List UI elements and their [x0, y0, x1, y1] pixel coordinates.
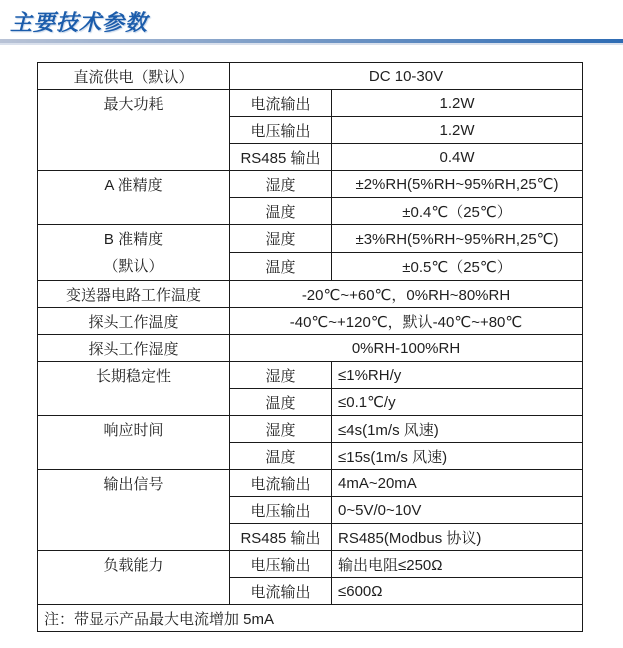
spec-label-cell: 探头工作温度 — [38, 308, 230, 335]
note-cell: 注：带显示产品最大电流增加 5mA — [38, 605, 583, 632]
spec-value-cell: ±0.4℃（25℃） — [332, 198, 583, 225]
spec-row — [38, 171, 583, 198]
spec-param-cell: 温度 — [230, 198, 332, 225]
spec-value-cell: ≤15s(1m/s 风速) — [332, 443, 583, 470]
spec-value-cell: ≤0.1℃/y — [332, 389, 583, 416]
spec-value-cell: 1.2W — [332, 90, 583, 117]
spec-param-cell: 电流输出 — [230, 90, 332, 117]
spec-row — [38, 362, 583, 389]
spec-param-cell: 温度 — [230, 443, 332, 470]
header-divider-underline — [0, 43, 623, 45]
spec-row — [38, 281, 583, 308]
spec-value-cell: ±2%RH(5%RH~95%RH,25℃) — [332, 171, 583, 198]
spec-param-cell: 温度 — [230, 389, 332, 416]
spec-label-line: B 准精度 — [103, 231, 164, 248]
spec-param-cell: 电压输出 — [230, 117, 332, 144]
spec-value-cell: ±3%RH(5%RH~95%RH,25℃) — [332, 225, 583, 253]
spec-value-cell: ≤1%RH/y — [332, 362, 583, 389]
spec-label-cell — [38, 225, 230, 281]
spec-label-cell: 长期稳定性 — [38, 362, 230, 416]
spec-value-cell: 0~5V/0~10V — [332, 497, 583, 524]
spec-label-cell: 变送器电路工作温度 — [38, 281, 230, 308]
spec-row — [38, 63, 583, 90]
spec-value-cell: ≤600Ω — [332, 578, 583, 605]
spec-param-cell: 湿度 — [230, 362, 332, 389]
spec-row — [38, 551, 583, 578]
spec-table — [37, 62, 583, 632]
spec-value-cell: -40℃~+120℃，默认-40℃~+80℃ — [230, 308, 583, 335]
spec-value-cell: DC 10-30V — [230, 63, 583, 90]
spec-value-cell: 1.2W — [332, 117, 583, 144]
spec-value-cell: 0%RH-100%RH — [230, 335, 583, 362]
spec-value-cell: 输出电阻≤250Ω — [332, 551, 583, 578]
spec-param-cell: 电流输出 — [230, 578, 332, 605]
page-title: 主要技术参数 — [10, 10, 149, 35]
spec-label-cell: 探头工作湿度 — [38, 335, 230, 362]
spec-label-cell: 最大功耗 — [38, 90, 230, 171]
spec-param-cell: 电压输出 — [230, 551, 332, 578]
spec-label-cell: 负载能力 — [38, 551, 230, 605]
spec-value-cell: 0.4W — [332, 144, 583, 171]
spec-value-cell: -20℃~+60℃，0%RH~80%RH — [230, 281, 583, 308]
spec-row — [38, 225, 583, 253]
spec-value-cell: RS485(Modbus 协议) — [332, 524, 583, 551]
spec-param-cell: 湿度 — [230, 416, 332, 443]
spec-value-cell: ±0.5℃（25℃） — [332, 253, 583, 281]
spec-value-cell: ≤4s(1m/s 风速) — [332, 416, 583, 443]
spec-param-cell: 湿度 — [230, 171, 332, 198]
spec-value-cell: 4mA~20mA — [332, 470, 583, 497]
spec-row — [38, 416, 583, 443]
spec-row — [38, 335, 583, 362]
spec-label-cell: A 准精度 — [38, 171, 230, 225]
spec-label-cell: 响应时间 — [38, 416, 230, 470]
spec-row — [38, 605, 583, 632]
spec-row — [38, 470, 583, 497]
spec-param-cell: 电流输出 — [230, 470, 332, 497]
spec-row — [38, 90, 583, 117]
spec-label-cell: 直流供电（默认） — [38, 63, 230, 90]
spec-param-cell: 湿度 — [230, 225, 332, 253]
spec-param-cell: 电压输出 — [230, 497, 332, 524]
spec-label-cell: 输出信号 — [38, 470, 230, 551]
spec-param-cell: RS485 输出 — [230, 524, 332, 551]
spec-label-line: （默认） — [103, 258, 164, 275]
spec-param-cell: 温度 — [230, 253, 332, 281]
spec-row — [38, 308, 583, 335]
spec-param-cell: RS485 输出 — [230, 144, 332, 171]
